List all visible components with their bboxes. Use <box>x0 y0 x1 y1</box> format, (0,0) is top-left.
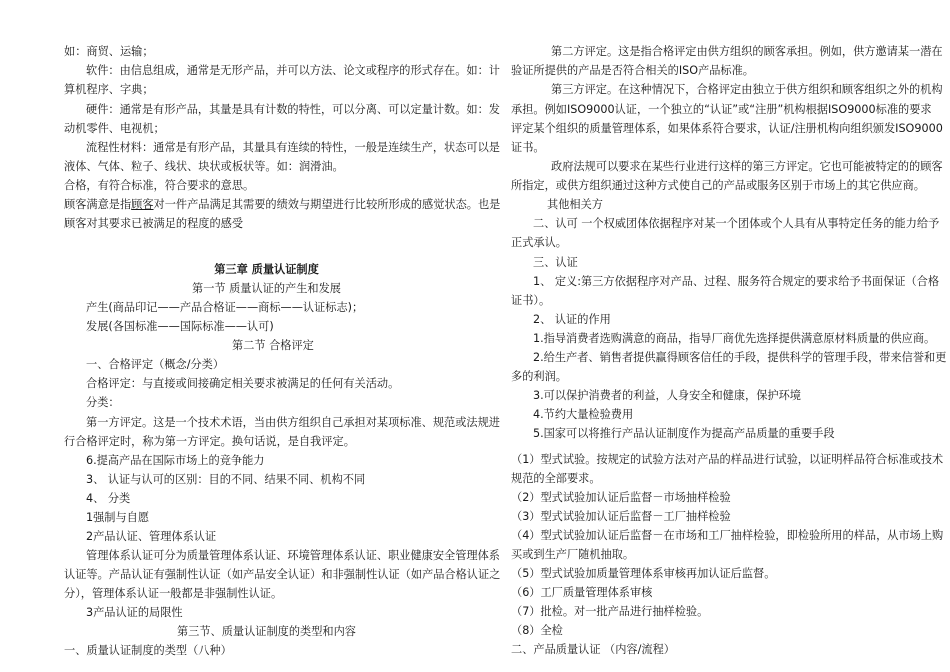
second-party-assessment-cont: 验证所提供的产品是否符合相关的ISO产品标准。 <box>511 64 754 77</box>
chapter-title: 第三章 质量认证制度 <box>214 263 319 276</box>
third-party-assessment: 第三方评定。在这种情况下，合格评定由独立于供方组织和顾客组织之外的机构 <box>551 83 943 96</box>
first-party-assessment-cont: 行合格评定时，称为第一方评定。换句话说，是自我评定。 <box>64 435 355 448</box>
accreditation-definition: 二、认可 一个权威团体依据程序对某一个团体或个人具有从事特定任务的能力给予 <box>533 217 940 230</box>
accreditation-definition-cont: 正式承认。 <box>511 236 567 249</box>
role-item-5: 5.国家可以将推行产品认证制度作为提高产品质量的重要手段 <box>533 427 835 440</box>
other-parties: 其他相关方 <box>547 198 603 211</box>
customer-satisfaction-cont: 顾客对其要求已被满足的程度的感受 <box>64 217 244 230</box>
process-material-definition: 流程性材料：通常是有形产品，其量具有连续的特性，一般是连续生产，状态可以是 <box>86 141 500 154</box>
customer-satisfaction-definition: 顾客满意是指顾客对一件产品满足其需要的绩效与期望进行比较所形成的感觉状态。也是 <box>64 198 501 211</box>
mandatory-voluntary: 1强制与自愿 <box>86 511 150 524</box>
government-regulation: 政府法规可以要求在某些行业进行这样的第三方评定。它也可能被特定的的顾客 <box>551 160 943 173</box>
certification-definition: 1、 定义:第三方依据程序对产品、过程、服务符合规定的要求给予书面保证（合格 <box>533 275 940 288</box>
type-1: （1）型式试验。按规定的试验方法对产品的样品进行试验，以证明样品符合标准或技术 <box>511 453 944 466</box>
third-party-assessment-4: 证书。 <box>511 141 545 154</box>
type-2: （2）型式试验加认证后监督－市场抽样检验 <box>511 491 731 504</box>
software-definition-cont: 算机程序、字典； <box>64 83 154 96</box>
section-1-title: 第一节 质量认证的产生和发展 <box>192 282 341 295</box>
third-party-assessment-2: 承担。例如ISO9000认证，一个独立的“认证”或“注册”机构根据ISO9000标准的要求 <box>511 103 932 116</box>
hardware-definition: 硬件：通常是有形产品，其量是具有计数的特性，可以分离、可以定量计数。如：发 <box>86 103 500 116</box>
role-item-4: 4.节约大量检验费用 <box>533 408 634 421</box>
classification-label: 分类： <box>86 396 120 409</box>
hardware-definition-cont: 动机零件、电视机； <box>64 122 165 135</box>
conformity-meaning: 合格，有符合标准，符合要求的意思。 <box>64 179 255 192</box>
management-system-text-2: 认证等。产品认证有强制性认证（如产品安全认证）和非强制性认证（如产品合格认证之 <box>64 568 501 581</box>
first-party-assessment: 第一方评定。这是一个技术术语，当由供方组织自己承担对某项标准、规范或法规进 <box>86 416 500 429</box>
role-item-3: 3.可以保护消费者的利益，人身安全和健康，保护环境 <box>533 389 801 402</box>
type-4: （4）型式试验加认证后监督－在市场和工厂抽样检验，即检验所用的样品，从市场上购 <box>511 529 944 542</box>
type-8: （8）全检 <box>511 624 563 637</box>
certification-types-heading: 一、质量认证制度的类型（八种） <box>64 644 232 657</box>
origin-line: 产生(商品印记——产品合格证——商标——认证标志)； <box>86 301 364 314</box>
product-system-certification: 2产品认证、管理体系认证 <box>86 530 217 543</box>
management-system-text-3: 分），管理体系认证一般都是非强制性认证。 <box>64 587 283 600</box>
type-4-cont: 买或到生产厂随机抽取。 <box>511 548 635 561</box>
software-definition: 软件：由信息组成，通常是无形产品，并可以方法、论文或程序的形式存在。如：计 <box>86 64 500 77</box>
certification-vs-accreditation: 3、 认证与认可的区别：目的不同、结果不同、机构不同 <box>86 473 366 486</box>
role-item-2: 2.给生产者、销售者提供赢得顾客信任的手段，提供科学的管理手段，带来信誉和更 <box>533 351 947 364</box>
classification-heading: 4、 分类 <box>86 492 131 505</box>
type-6: （6）工厂质量管理体系审核 <box>511 586 653 599</box>
conformity-heading: 一、合格评定（概念/分类） <box>86 358 225 371</box>
services-example: 如：商贸、运输； <box>64 45 154 58</box>
third-party-assessment-3: 评定某个组织的质量管理体系，如果体系符合要求，认证/注册机构向组织颁发ISO9000 <box>511 122 943 135</box>
limitations-heading: 3产品认证的局限性 <box>86 606 183 619</box>
certification-heading: 三、认证 <box>533 256 578 269</box>
type-3: （3）型式试验加认证后监督－工厂抽样检验 <box>511 510 731 523</box>
product-quality-certification-heading: 二、产品质量认证 （内容/流程） <box>511 643 675 656</box>
section-3-title: 第三节、质量认证制度的类型和内容 <box>176 625 356 638</box>
management-system-text: 管理体系认证可分为质量管理体系认证、环境管理体系认证、职业健康安全管理体系 <box>86 549 500 562</box>
development-line: 发展(各国标准——国际标准——认可) <box>86 320 274 333</box>
conformity-definition: 合格评定：与直接或间接确定相关要求被满足的任何有关活动。 <box>86 377 400 390</box>
type-7: （7）批检。对一批产品进行抽样检验。 <box>511 605 709 618</box>
certification-role-heading: 2、 认证的作用 <box>533 313 611 326</box>
competitiveness-item: 6.提高产品在国际市场上的竞争能力 <box>86 454 265 467</box>
role-item-1: 1.指导消费者选购满意的商品，指导厂商优先选择提供满意原材料质量的供应商。 <box>533 332 936 345</box>
process-material-definition-cont: 液体、气体、粒子、线状、块状或板状等。如：润滑油。 <box>64 160 344 173</box>
role-item-2-cont: 多的利润。 <box>511 370 567 383</box>
type-1-cont: 规范的全部要求。 <box>511 472 601 485</box>
second-party-assessment: 第二方评定。这是指合格评定由供方组织的顾客承担。例如，供方邀请某一潜在 <box>551 45 943 58</box>
section-2-title: 第二节 合格评定 <box>232 339 314 352</box>
type-5: （5）型式试验加质量管理体系审核再加认证后监督。 <box>511 567 776 580</box>
government-regulation-cont: 所指定，或供方组织通过这种方式使自己的产品或服务区别于市场上的其它供应商。 <box>511 179 925 192</box>
certification-definition-cont: 证书）。 <box>511 294 551 307</box>
